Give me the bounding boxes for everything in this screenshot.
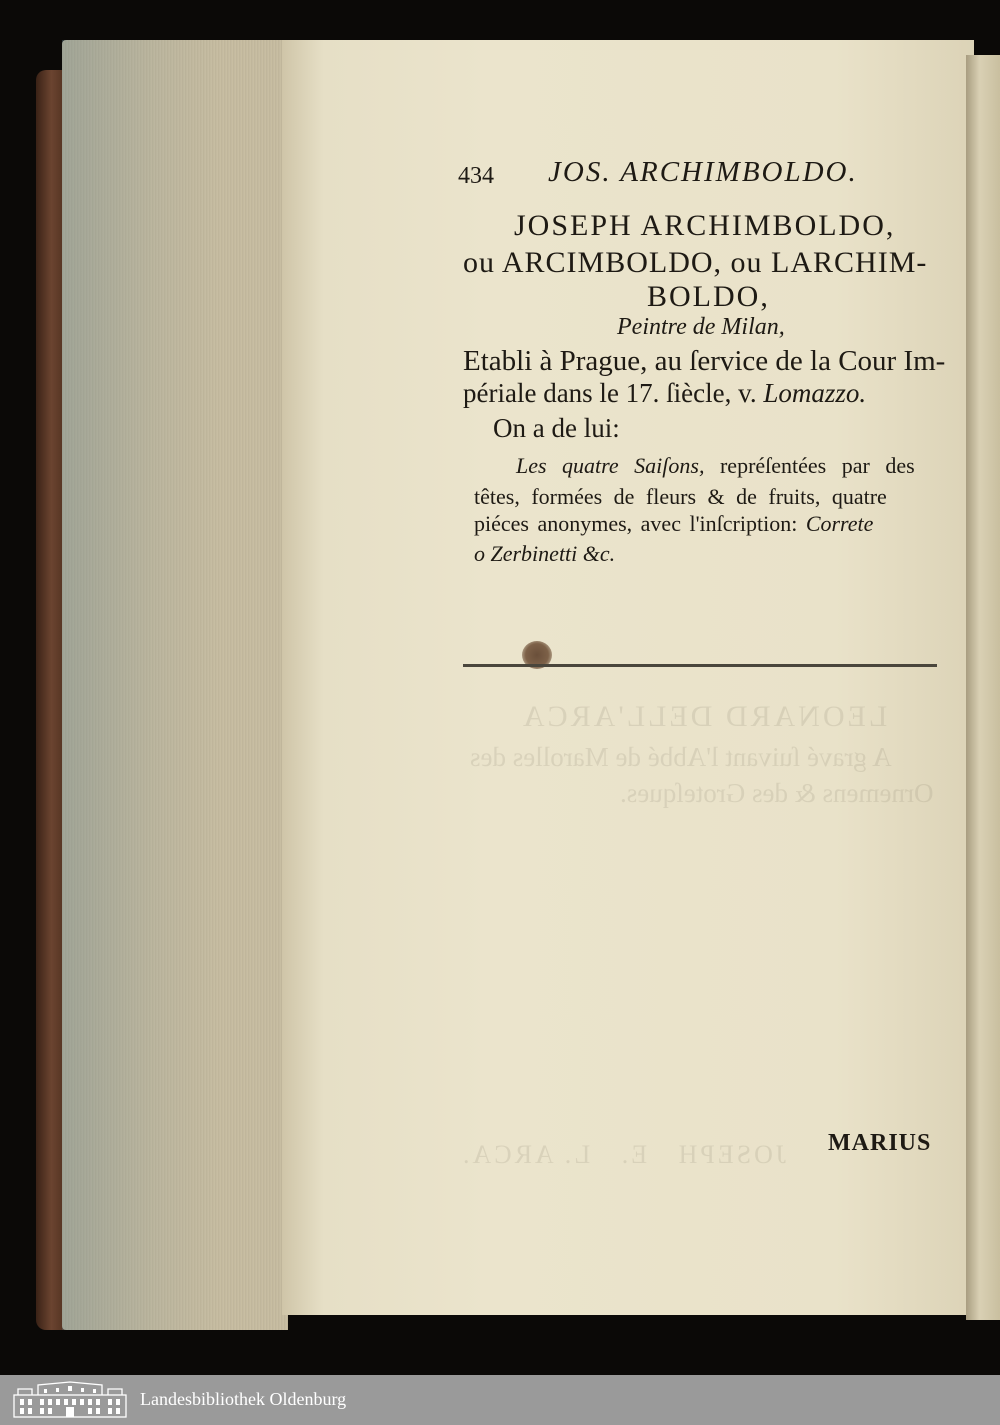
page-number: 434 [458,163,494,189]
page-block-edge [62,40,288,1330]
body-line-2: périale dans le 17. ſiècle, v. Lomazzo. [463,378,867,408]
body-line-1: Etabli à Prague, au ſervice de la Cour Im- [463,345,946,377]
footer-label: Landesbibliothek Oldenburg [140,1389,347,1409]
entry-heading-line3: BOLDO, [647,280,770,313]
body-line-3: On a de lui: [493,413,620,443]
entry-line-4: o Zerbinetti &c. [474,541,616,566]
entry-line-2: têtes, formées de fleurs & de fruits, quatre [474,484,887,509]
library-building-icon [12,1381,128,1419]
entry-subheading: Peintre de Milan, [617,314,785,340]
entry-heading-line2: ou ARCIMBOLDO, ou LARCHIM- [463,246,928,279]
book-scan: LEONARD DELL'ARCA A gravé ſuivant l'Abbé de Marolles des Ornemens & des Groteſques. JOSEPH E. L. ARCA. 434 JOS. ARCHIMBOLDO. JOSEPH ARCHIMBOLDO, ou ARCIMBOLDO, ou LARCHIM- BOLDO, Peintre de Milan, Etabli à Prague, au ſervice de la Cour Im- périale dans le 17. ſiècle, v. Lomazzo. On a de lui: Les quatre Saiſons, repréſentées par des têtes, formées de fleurs & de fruits, quatre piéces anonymes, avec l'inſcription: Correte o Zerbinetti &c. MARIUS [0,0,1000,1375]
footer-bar [0,1375,1000,1425]
entry-line-1: Les quatre Saiſons, repréſentées par des [516,453,915,478]
entry-line-3: piéces anonymes, avec l'inſcription: Correte [474,511,874,536]
running-head: JOS. ARCHIMBOLDO. [548,156,858,188]
entry-heading-line1: JOSEPH ARCHIMBOLDO, [514,209,896,242]
section-rule [463,664,937,667]
facing-page-edge [966,55,1000,1320]
catchword: MARIUS [828,1130,932,1156]
